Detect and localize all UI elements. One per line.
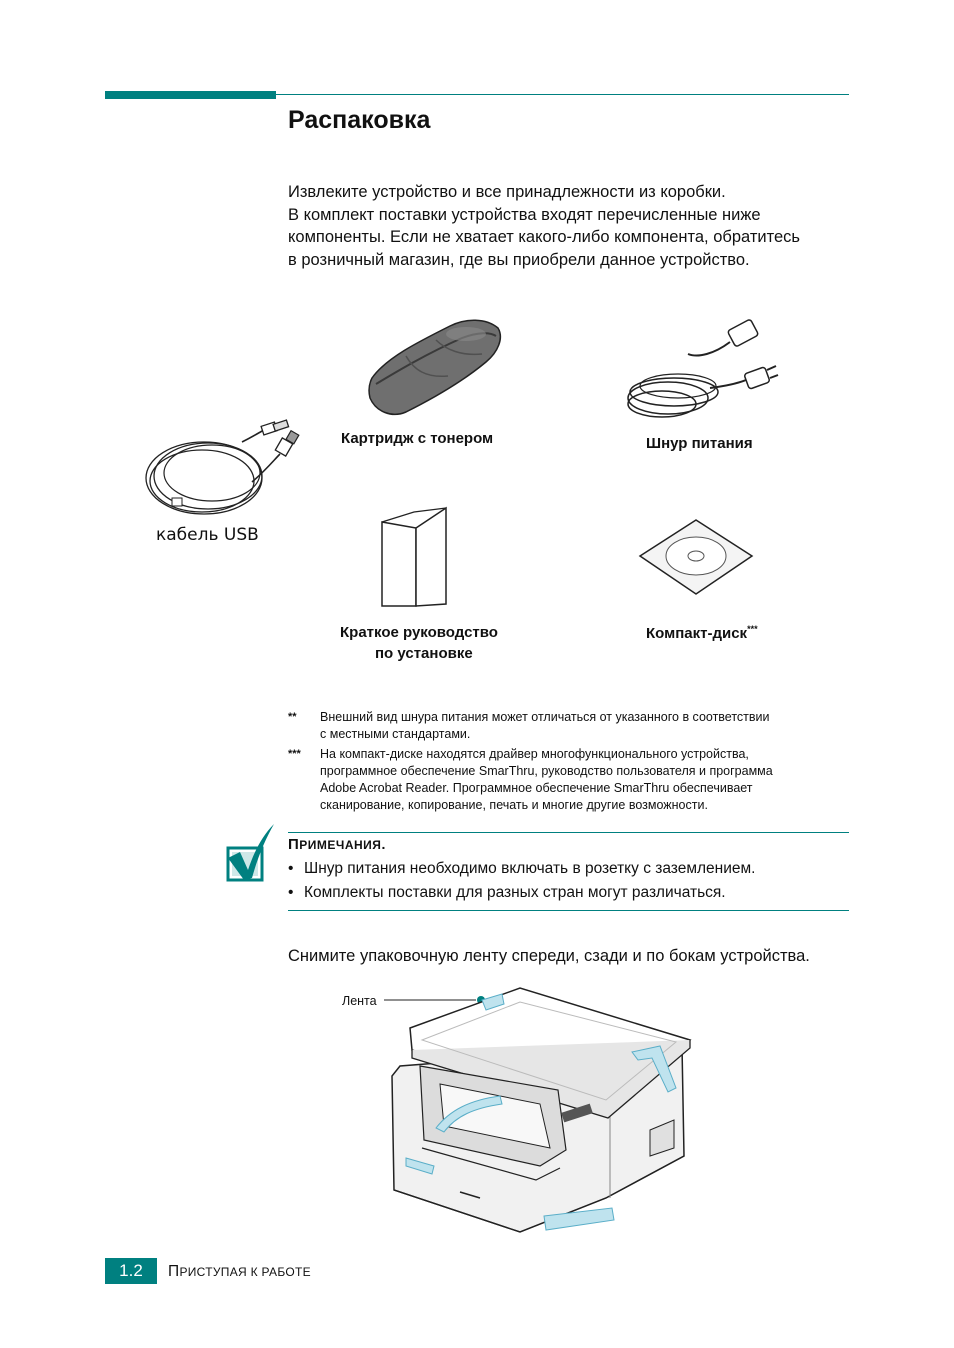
note-item xyxy=(288,884,726,902)
note-heading-rest: РИМЕЧАНИЯ xyxy=(299,838,382,852)
toner-caption: Картридж с тонером xyxy=(341,430,494,447)
footnote-line: сканирование, копирование, печать и многие другие возможности. xyxy=(320,798,708,812)
footnote-line: Adobe Acrobat Reader. Программное обеспечение SmarThru обеспечивает xyxy=(320,781,753,795)
page-title: Распаковка xyxy=(288,106,431,134)
guide-caption-line2: по установке xyxy=(375,645,473,662)
intro-line: компоненты. Если не хватает какого-либо компонента, обратитесь xyxy=(288,228,801,246)
note-item-text: Шнур питания необходимо включать в розетку с заземлением. xyxy=(304,860,756,877)
step-instruction: Снимите упаковочную ленту спереди, сзади и по бокам устройства. xyxy=(288,947,810,965)
footnote-line: с местными стандартами. xyxy=(320,727,471,741)
note-top-rule xyxy=(288,832,849,833)
note-heading-first: П xyxy=(288,836,300,853)
footnote-line: На компакт-диске находятся драйвер многофункционального устройства, xyxy=(320,747,749,761)
footnote-mark: ** xyxy=(288,711,297,723)
usb-cable-caption: кабель USB xyxy=(156,525,259,545)
bullet-marker: • xyxy=(288,860,294,877)
note-bottom-rule xyxy=(288,910,849,911)
chapter-title xyxy=(168,1263,311,1281)
page-number: 1.2 xyxy=(105,1258,157,1284)
printer-illustration xyxy=(340,980,700,1240)
cd-disc-icon xyxy=(638,518,754,596)
power-cord-icon xyxy=(618,318,778,424)
footnote-mark: *** xyxy=(288,748,301,760)
footnote-line: Внешний вид шнура питания может отличаться от указанного в соответствии xyxy=(320,710,770,724)
manual-booklet-icon xyxy=(380,506,452,610)
intro-line: Извлеките устройство и все принадлежности из коробки. xyxy=(288,183,726,201)
intro-paragraph xyxy=(288,181,858,271)
footnote xyxy=(288,709,858,743)
chapter-rest: РИСТУПАЯ К РАБОТЕ xyxy=(179,1265,311,1279)
note-heading-dot: . xyxy=(381,836,386,852)
note-item xyxy=(288,860,755,878)
intro-line: в розничный магазин, где вы приобрели данное устройство. xyxy=(288,250,750,269)
note-item-text: Комплекты поставки для разных стран могут различаться. xyxy=(304,884,726,901)
chapter-first: П xyxy=(168,1263,180,1280)
guide-caption-line1: Краткое руководство xyxy=(340,624,498,641)
usb-cable-icon xyxy=(142,418,302,522)
footnote xyxy=(288,746,858,814)
intro-line: В комплект поставки устройства входят перечисленные ниже xyxy=(288,205,761,224)
footnote-text xyxy=(320,746,850,814)
cd-caption xyxy=(646,624,758,642)
cd-footnote-mark: *** xyxy=(747,624,758,634)
tape-label: Лента xyxy=(342,994,377,1008)
power-cord-caption: Шнур питания xyxy=(646,435,753,452)
footnote-text xyxy=(320,709,850,743)
footnote-line: программное обеспечение SmarThru, руководство пользователя и программа xyxy=(320,764,773,778)
header-accent-bar xyxy=(105,91,276,99)
note-heading xyxy=(288,836,386,853)
bullet-marker: • xyxy=(288,884,294,901)
header-rule xyxy=(276,94,849,95)
note-checkmark-icon xyxy=(224,822,276,884)
toner-cartridge-icon xyxy=(366,316,506,418)
cd-caption-text: Компакт-диск xyxy=(646,625,748,642)
